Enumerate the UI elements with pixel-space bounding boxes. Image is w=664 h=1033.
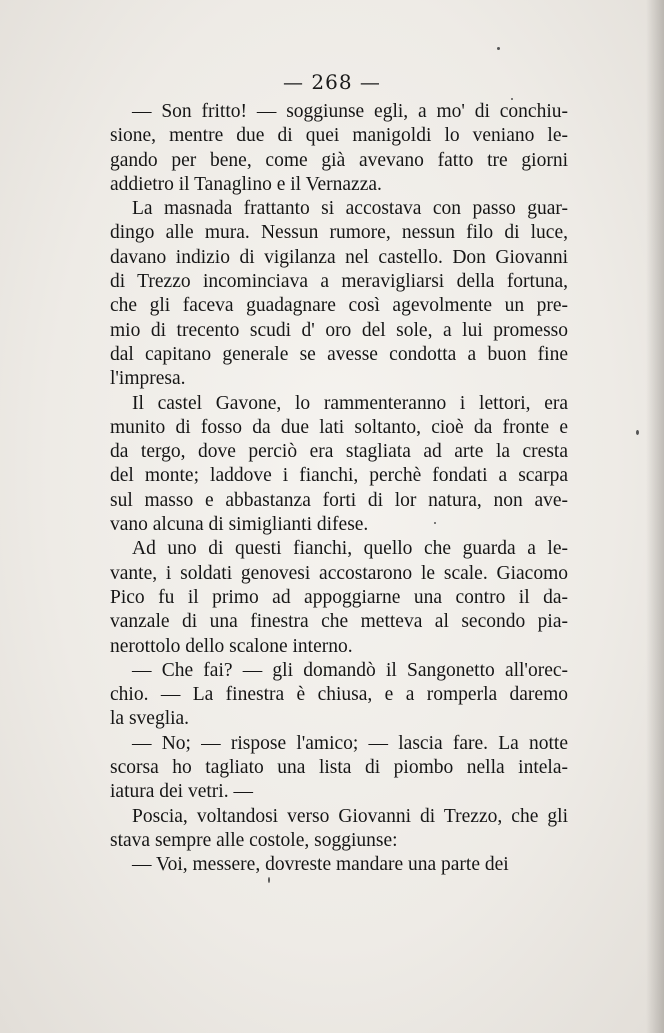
text-line: che gli faceva guadagnare così agevolmente un pre-	[110, 295, 568, 317]
paper-speck	[497, 47, 500, 50]
paper-speck	[511, 98, 513, 100]
text-line: stava sempre alle costole, soggiunse:	[110, 829, 398, 851]
text-line: munito di fosso da due lati soltanto, cioè da fronte e	[110, 416, 568, 438]
paragraph	[110, 732, 568, 805]
text-line: da tergo, dove perciò era stagliata ad arte la cresta	[110, 441, 568, 463]
text-line: gando per bene, come già avevano fatto tre giorni	[110, 149, 568, 171]
paragraph	[110, 659, 568, 732]
paper-speck	[268, 877, 270, 883]
page-number: — 268 —	[283, 70, 381, 94]
paper-speck	[636, 430, 639, 435]
text-line: di Trezzo incominciava a meravigliarsi della fortuna,	[110, 271, 568, 293]
paragraph	[110, 100, 568, 197]
paper-speck	[434, 522, 436, 524]
paragraph	[110, 392, 568, 538]
text-line: l'impresa.	[110, 368, 186, 390]
body-text	[110, 100, 568, 878]
paragraph	[110, 805, 568, 854]
text-line: dingo alle mura. Nessun rumore, nessun filo di luce,	[110, 222, 568, 244]
text-line: davano indizio di vigilanza nel castello. Don Giovanni	[110, 246, 568, 268]
paragraph	[110, 853, 568, 877]
text-line: la sveglia.	[110, 708, 190, 730]
text-line: scorsa ho tagliato una lista di piombo nella intela-	[110, 757, 568, 779]
text-line: — Voi, messere, dovreste mandare una parte dei	[132, 854, 509, 876]
text-line: — Che fai? — gli domandò il Sangonetto all'orec-	[132, 659, 568, 681]
text-line: iatura dei vetri. —	[110, 781, 253, 803]
paragraph	[110, 197, 568, 391]
text-line: — Son fritto! — soggiunse egli, a mo' di conchiu-	[132, 101, 568, 122]
text-line: vano alcuna di simiglianti difese.	[110, 514, 369, 536]
text-line: La masnada frattanto si accostava con passo guar-	[132, 198, 568, 220]
text-line: addietro il Tanaglino e il Vernazza.	[110, 173, 382, 195]
text-line: sul masso e abbastanza forti di lor natura, non ave-	[110, 489, 568, 511]
text-line: Il castel Gavone, lo rammenteranno i lettori, era	[132, 392, 568, 414]
page-edge-shadow	[646, 0, 664, 1033]
text-line: vante, i soldati genovesi accostarono le scale. Giacomo	[110, 562, 568, 584]
text-line: nerottolo dello scalone interno.	[110, 635, 353, 657]
text-line: Pico fu il primo ad appoggiarne una contro il da-	[110, 586, 568, 608]
text-line: dal capitano generale se avesse condotta a buon fine	[110, 343, 568, 365]
text-line: mio di trecento scudi d' oro del sole, a lui promesso	[110, 319, 568, 341]
text-line: vanzale di una finestra che metteva al secondo pia-	[110, 611, 568, 633]
text-line: — No; — rispose l'amico; — lascia fare. La notte	[132, 732, 568, 754]
text-line: chio. — La finestra è chiusa, e a romperla daremo	[110, 684, 568, 706]
text-line: Ad uno di questi fianchi, quello che guarda a le-	[132, 538, 568, 560]
text-line: Poscia, voltandosi verso Giovanni di Trezzo, che gli	[132, 805, 568, 827]
paragraph	[110, 537, 568, 658]
text-line: sione, mentre due di quei manigoldi lo veniano le-	[110, 125, 568, 147]
text-line: del monte; laddove i fianchi, perchè fondati a scarpa	[110, 465, 568, 487]
